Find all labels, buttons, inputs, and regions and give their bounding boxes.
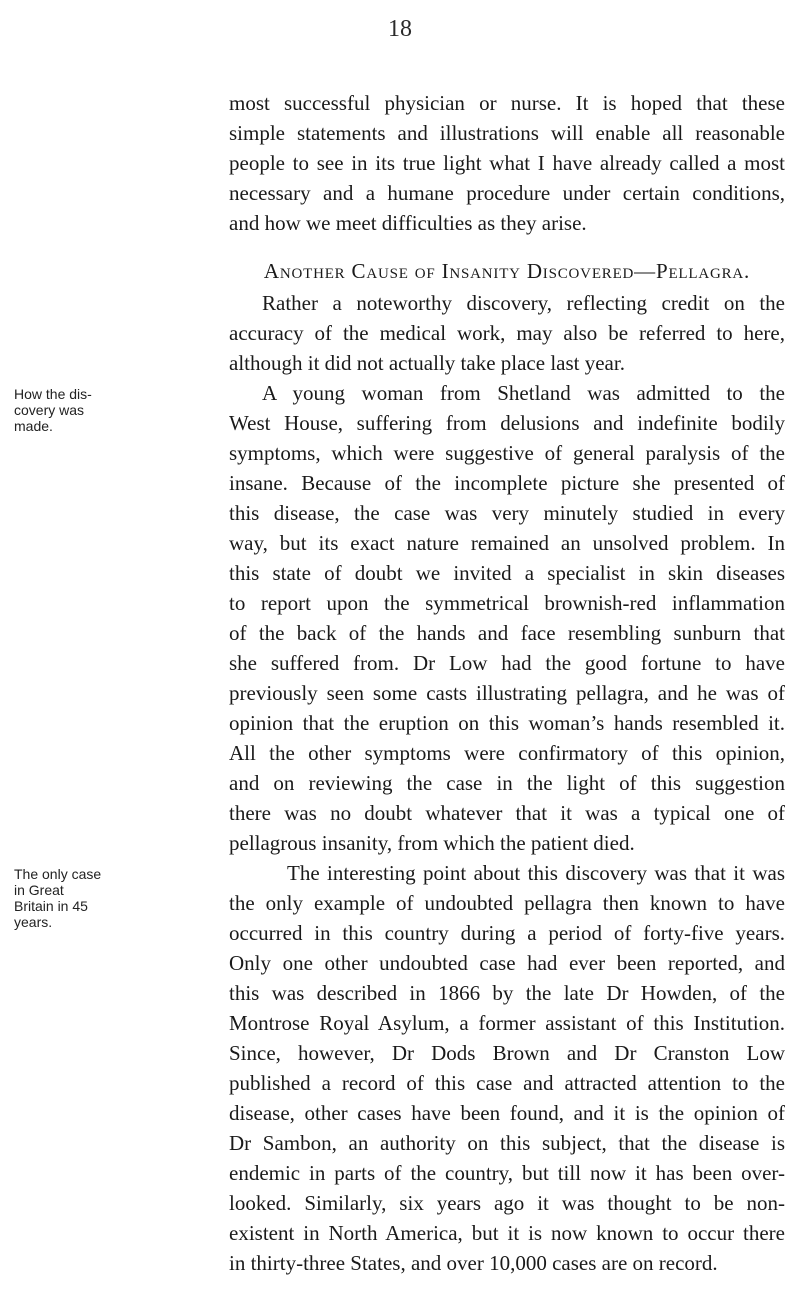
body-line: people to see in its true light what I have already called a most: [229, 151, 785, 175]
body-line: All the other symptoms were confirmatory of this opinion,: [229, 741, 785, 765]
body-line: occurred in this country during a period of forty-five years.: [229, 921, 785, 945]
section-heading-text: Another Cause of Insanity Discovered—Pellagra.: [263, 259, 751, 283]
body-line: existent in North America, but it is now known to occur there: [229, 1221, 785, 1245]
body-line: this state of doubt we invited a specialist in skin diseases: [229, 561, 785, 585]
margin-note-line: The only case: [14, 866, 102, 882]
body-line: Dr Sambon, an authority on this subject, that the disease is: [229, 1131, 785, 1155]
body-line: published a record of this case and attracted attention to the: [229, 1071, 785, 1095]
body-line: in thirty-three States, and over 10,000 cases are on record.: [229, 1251, 718, 1275]
body-line: pellagrous insanity, from which the patient died.: [229, 831, 635, 855]
body-line: Since, however, Dr Dods Brown and Dr Cranston Low: [229, 1041, 785, 1065]
body-line: Montrose Royal Asylum, a former assistant of this Institution.: [229, 1011, 785, 1035]
body-line: and how we meet difficulties as they arise.: [229, 211, 587, 235]
body-line: to report upon the symmetrical brownish-red inflammation: [229, 591, 785, 615]
body-line: accuracy of the medical work, may also be referred to here,: [229, 321, 785, 345]
body-line: West House, suffering from delusions and indefinite bodily: [229, 411, 785, 435]
body-line: opinion that the eruption on this woman’s hands resembled it.: [229, 711, 785, 735]
body-line: A young woman from Shetland was admitted to the: [262, 381, 785, 405]
page-number: 18: [388, 16, 412, 42]
body-line: simple statements and illustrations will enable all reasonable: [229, 121, 785, 145]
margin-note-line: made.: [14, 418, 53, 434]
body-line: endemic in parts of the country, but till now it has been over-: [229, 1161, 785, 1185]
section-heading: [229, 258, 785, 285]
margin-note-line: covery was: [14, 402, 85, 418]
body-line: necessary and a humane procedure under certain conditions,: [229, 181, 785, 205]
body-line: disease, other cases have been found, and it is the opinion of: [229, 1101, 785, 1125]
body-line: the only example of undoubted pellagra then known to have: [229, 891, 785, 915]
body-line: Only one other undoubted case had ever been reported, and: [229, 951, 785, 975]
body-line: this was described in 1866 by the late Dr Howden, of the: [229, 981, 785, 1005]
body-line: of the back of the hands and face resembling sunburn that: [229, 621, 785, 645]
body-line: there was no doubt whatever that it was a typical one of: [229, 801, 785, 825]
body-line: Rather a noteworthy discovery, reflecting credit on the: [262, 291, 785, 315]
body-line: and on reviewing the case in the light of this suggestion: [229, 771, 785, 795]
body-line: symptoms, which were suggestive of general paralysis of the: [229, 441, 785, 465]
body-line: previously seen some casts illustrating pellagra, and he was of: [229, 681, 785, 705]
margin-note-line: Britain in 45: [14, 898, 88, 914]
body-line: way, but its exact nature remained an unsolved problem. In: [229, 531, 785, 555]
body-line: The interesting point about this discovery was that it was: [287, 861, 785, 885]
body-line: looked. Similarly, six years ago it was thought to be non-: [229, 1191, 785, 1215]
body-line: although it did not actually take place last year.: [229, 351, 625, 375]
margin-note-line: years.: [14, 914, 53, 930]
margin-note: [14, 386, 226, 434]
margin-note-line: How the dis-: [14, 386, 92, 402]
margin-note: [14, 866, 226, 930]
margin-note-line: in Great: [14, 882, 64, 898]
body-line: most successful physician or nurse. It is hoped that these: [229, 91, 785, 115]
body-line: this disease, the case was very minutely studied in every: [229, 501, 785, 525]
body-line: insane. Because of the incomplete picture she presented of: [229, 471, 785, 495]
body-line: she suffered from. Dr Low had the good fortune to have: [229, 651, 785, 675]
